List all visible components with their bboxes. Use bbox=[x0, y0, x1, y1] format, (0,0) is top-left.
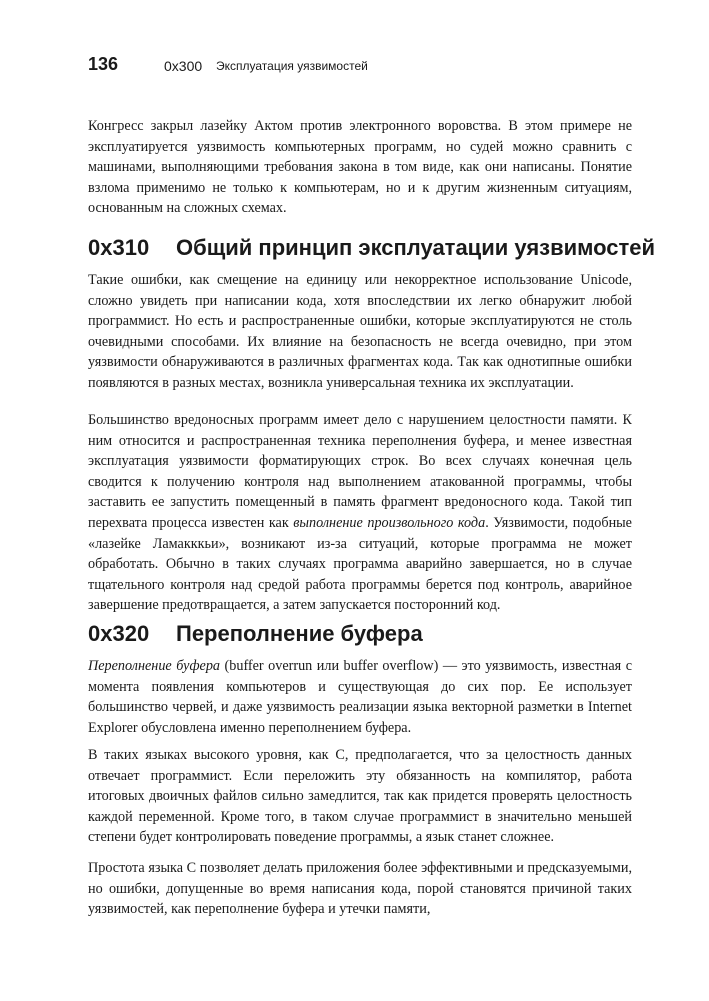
text-run: . Уязвимости, подобные «лазейке Ламакккьи», возникают из-за ситуаций, которые программа не может обработать. Обычно в таких случаях программа аварийно завершается, но в случае тщательного контроля над средой работа программы берется под контроль, аварийное завершение предотвращается, а затем запускается посторонний код. bbox=[88, 514, 632, 614]
chapter-title: Эксплуатация уязвимостей bbox=[216, 59, 368, 73]
section-code: 0x310 bbox=[88, 235, 150, 260]
section-title: Переполнение буфера bbox=[176, 621, 423, 646]
running-header bbox=[88, 52, 632, 82]
body-paragraph: Простота языка C позволяет делать приложения более эффективными и предсказуемыми, но ошибки, допущенные во время написания кода, порой становятся причиной таких уязвимостей, как переполнение буфера и утечки памяти, bbox=[88, 860, 632, 918]
body-paragraph bbox=[88, 410, 632, 616]
intro-paragraph: Конгресс закрыл лазейку Актом против электронного воровства. В этом примере не эксплуатируется уязвимость компьютерных программ, но судей можно сравнить с машинами, выполняющими требования закона в том виде, как они написаны. Понятие взлома применимо не только к компьютерам, но и к другим жизненным ситуациям, основанным на сложных схемах. bbox=[88, 118, 632, 217]
italic-term: Переполнение буфера bbox=[88, 658, 221, 674]
body-paragraph bbox=[88, 656, 632, 738]
text-run: (buffer overrun или buffer overflow) — это уязвимость, известная с момента появления компьютеров и существующая до сих пор. Ее использует большинство червей, и даже уязвимость реализации языка векторной разметки в Internet Explorer обусловлена именно переполнением буфера. bbox=[88, 658, 632, 736]
page-number: 136 bbox=[88, 54, 119, 74]
section-heading-0x320 bbox=[88, 620, 632, 648]
text-run: Большинство вредоносных программ имеет дело с нарушением целостности памяти. К ним относится и распространенная техника переполнения буфера, и менее известная эксплуатация уязвимости форматирующих строк. Во всех случаях конечная цель сводится к получению контроля над выполнением атакованной программы, чтобы заставить ее запустить помещенный в память фрагмент вредоносного кода. Такой тип перехвата процесса известен как bbox=[88, 412, 632, 531]
italic-term: выполнение произвольного кода bbox=[293, 514, 486, 531]
section-heading-0x310 bbox=[88, 234, 656, 262]
section-title: Общий принцип эксплуатации уязвимостей bbox=[176, 235, 656, 260]
section-code: 0x320 bbox=[88, 621, 150, 646]
chapter-code: 0x300 bbox=[164, 58, 203, 74]
body-paragraph: В таких языках высокого уровня, как C, предполагается, что за целостность данных отвечает программист. Если переложить эту обязанность на компилятор, работа итоговых двоичных файлов сильно замедлится, так как придется проверять целостность каждой переменной. Кроме того, в таком случае программист в значительно меньшей степени будет контролировать поведение программы, а язык станет сложнее. bbox=[88, 747, 632, 846]
body-paragraph: Такие ошибки, как смещение на единицу или некорректное использование Unicode, сложно увидеть при написании кода, хотя впоследствии их легко обнаружит любой программист. Но есть и распространенные ошибки, которые эксплуатируются не столь очевидными способами. Их влияние на безопасность не всегда очевидно, при этом уязвимости обнаруживаются в различных фрагментах кода. Так как однотипные ошибки появляются в разных местах, возникла универсальная техника их эксплуатации. bbox=[88, 272, 632, 391]
